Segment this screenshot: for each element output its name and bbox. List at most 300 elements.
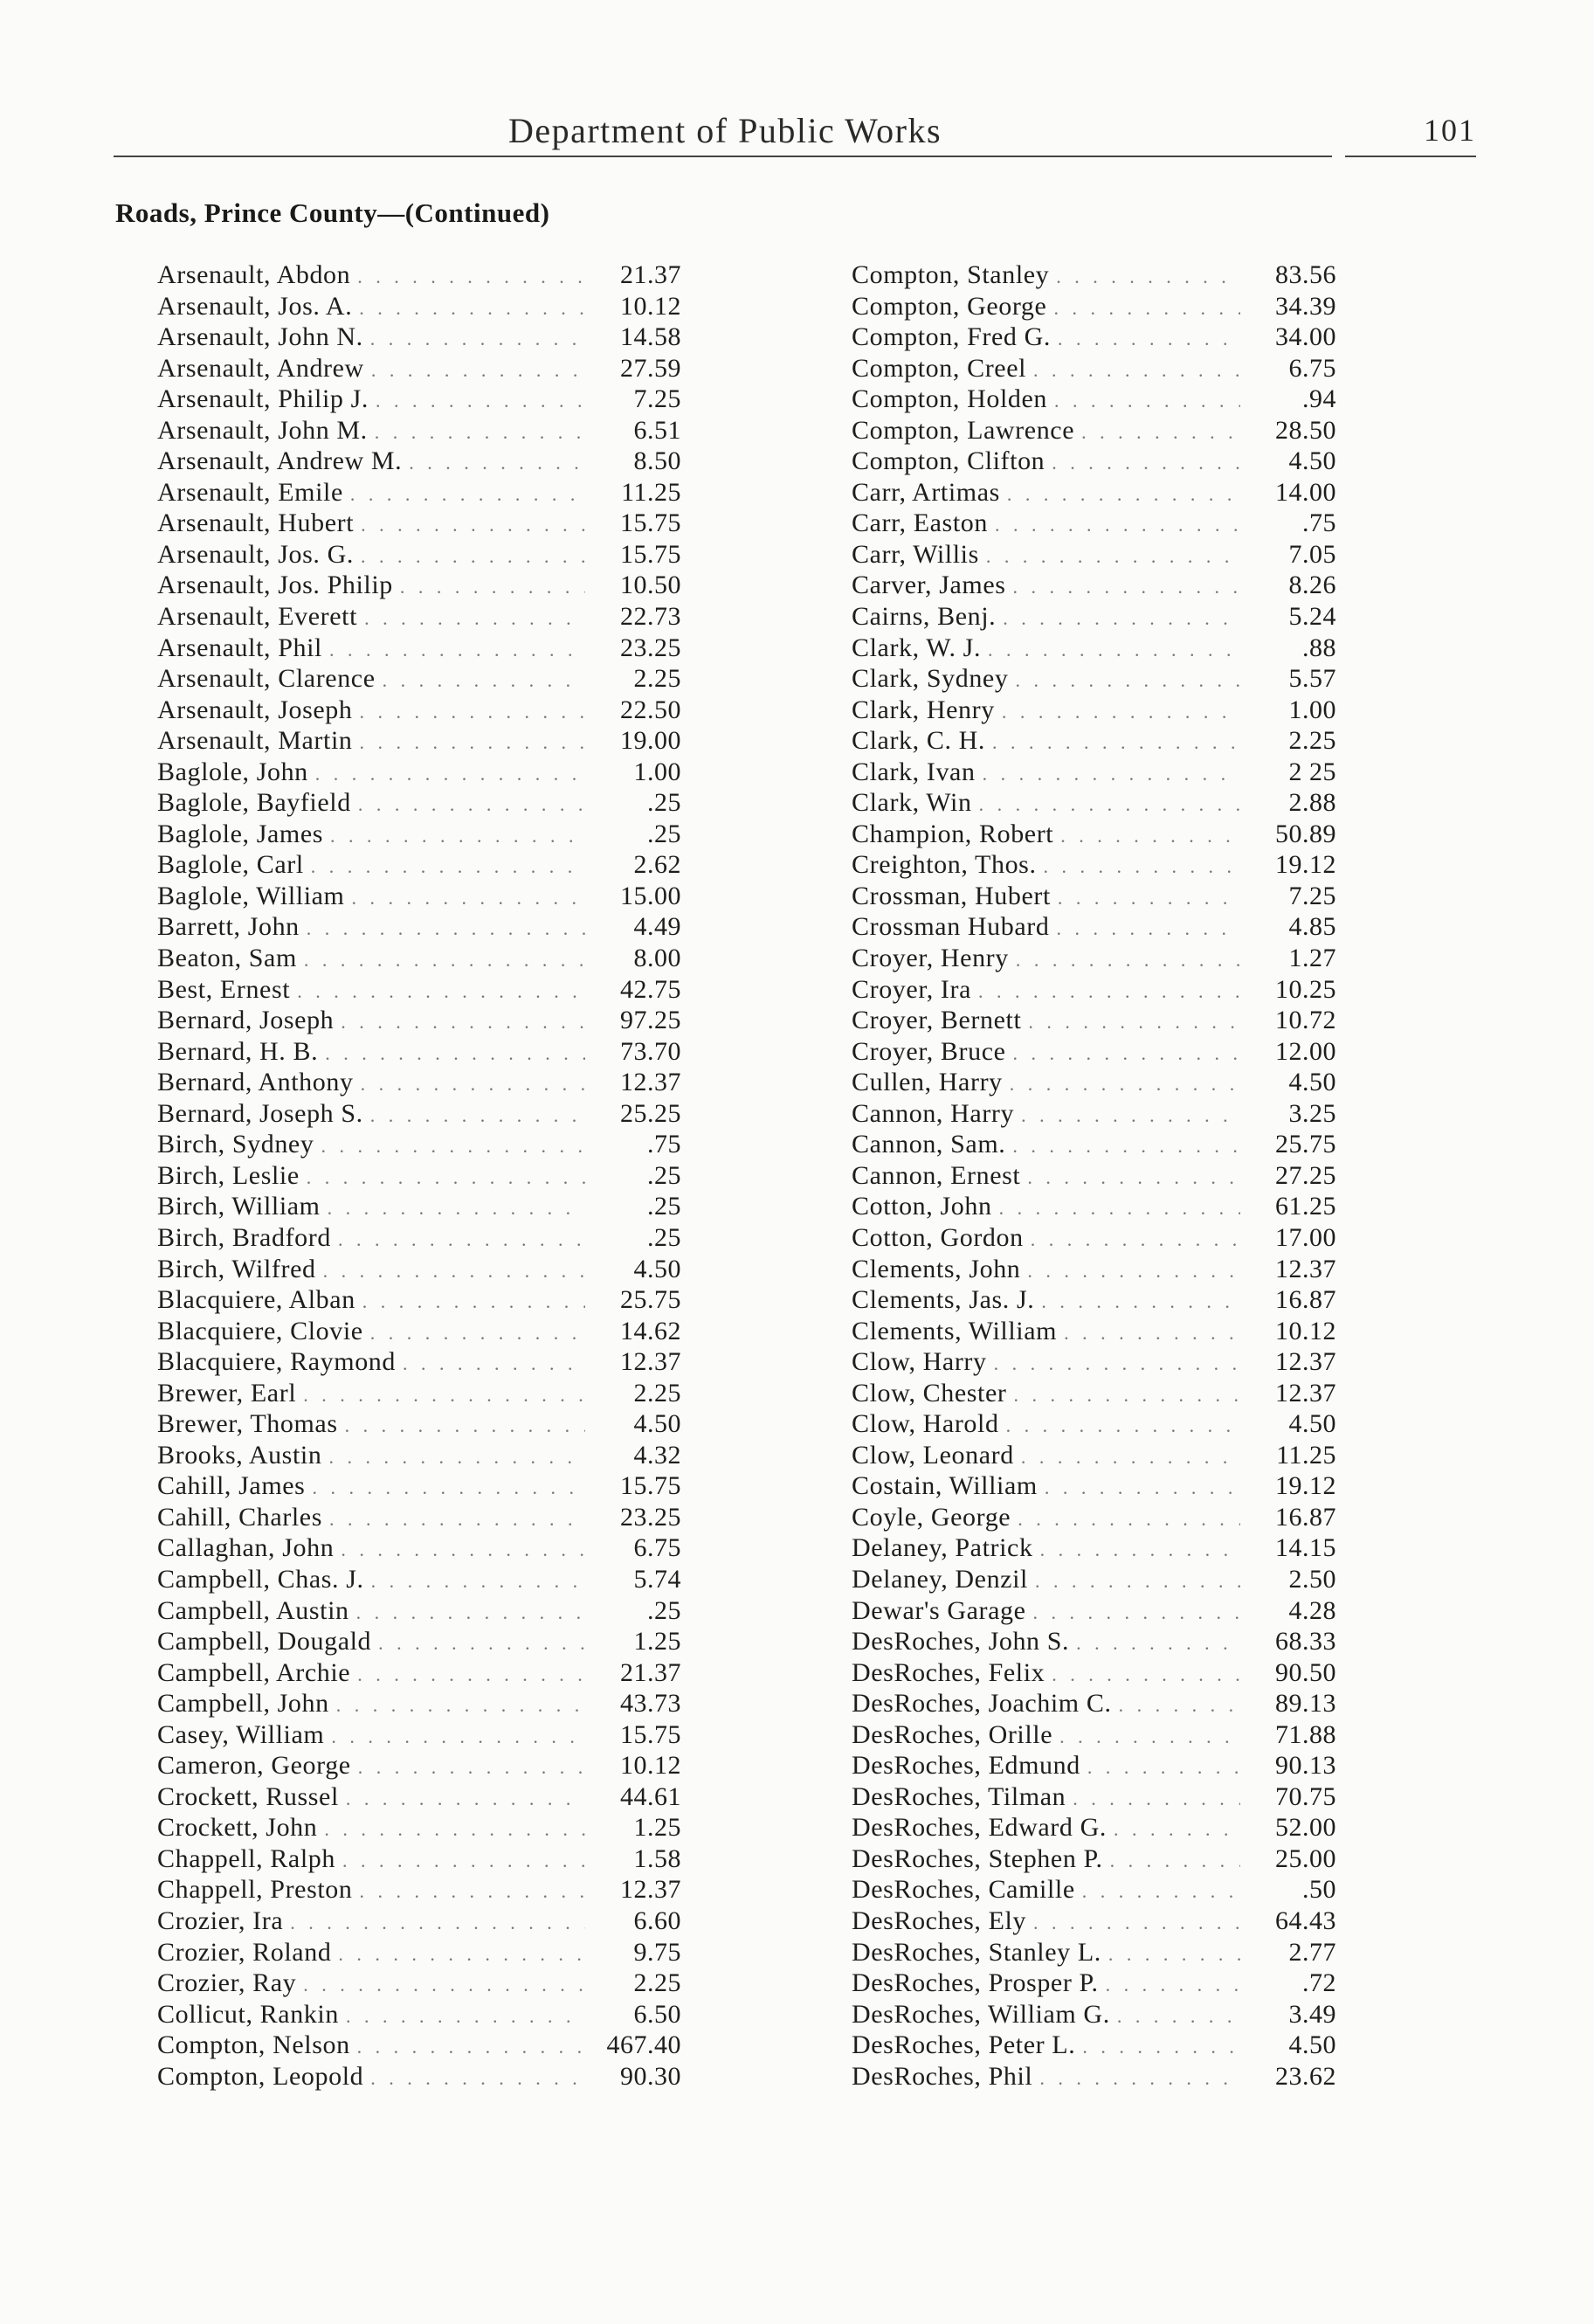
payment-amount: 6.75 xyxy=(1288,353,1336,383)
dot-leader xyxy=(331,1224,585,1255)
list-item xyxy=(852,1129,1336,1160)
list-item xyxy=(157,1067,681,1098)
payee-name: DesRoches, Phil xyxy=(852,2061,1033,2091)
list-item xyxy=(852,1470,1336,1502)
payee-name: Delaney, Patrick xyxy=(852,1533,1033,1563)
list-item xyxy=(852,819,1336,850)
payment-amount: 6.75 xyxy=(633,1533,681,1563)
dot-leader xyxy=(344,882,585,914)
payee-name: Arsenault, Andrew xyxy=(157,353,364,383)
list-item xyxy=(852,881,1336,912)
payment-amount: 14.58 xyxy=(620,322,681,352)
payment-amount: 10.25 xyxy=(1275,974,1336,1004)
list-item xyxy=(157,1098,681,1130)
payee-name: Cannon, Harry xyxy=(852,1098,1015,1128)
payment-amount: 16.87 xyxy=(1275,1285,1336,1315)
payee-name: DesRoches, Joachim C. xyxy=(852,1689,1112,1719)
list-item xyxy=(852,291,1336,322)
list-item xyxy=(852,1502,1336,1533)
payment-amount: 16.87 xyxy=(1275,1502,1336,1532)
dot-leader xyxy=(988,509,1240,541)
dot-leader xyxy=(321,1442,585,1473)
dot-leader xyxy=(329,1690,585,1721)
payment-amount: 10.72 xyxy=(1275,1006,1336,1035)
payment-amount: 12.37 xyxy=(620,1347,681,1377)
list-item xyxy=(852,1999,1336,2030)
dot-leader xyxy=(324,1721,585,1753)
dot-leader xyxy=(339,1783,585,1815)
list-item xyxy=(852,259,1336,291)
dot-leader xyxy=(1074,417,1240,448)
list-item xyxy=(852,322,1336,353)
payment-amount: 27.59 xyxy=(620,353,681,383)
list-item xyxy=(852,725,1336,757)
dot-leader xyxy=(296,1969,585,2001)
payee-name: Blacquiere, Raymond xyxy=(157,1347,396,1377)
list-item xyxy=(157,601,681,633)
list-item xyxy=(157,1968,681,1999)
payment-amount: 2.77 xyxy=(1288,1937,1336,1967)
list-item xyxy=(852,1626,1336,1657)
payee-name: Arsenault, Clarence xyxy=(157,664,376,694)
payment-amount: 34.39 xyxy=(1275,291,1336,321)
list-item xyxy=(852,1750,1336,1781)
section-heading: Roads, Prince County—(Continued) xyxy=(115,197,550,228)
dot-leader xyxy=(1051,882,1240,914)
dot-leader xyxy=(1047,385,1240,417)
payee-name: DesRoches, Stephen P. xyxy=(852,1843,1103,1873)
payment-amount: 43.73 xyxy=(620,1689,681,1719)
dot-leader xyxy=(1026,1597,1240,1629)
payee-name: Compton, Stanley xyxy=(852,260,1050,289)
payment-amount: 8.50 xyxy=(633,446,681,476)
list-item xyxy=(852,1378,1336,1409)
payee-name: Arsenault, Andrew M. xyxy=(157,446,403,476)
dot-leader xyxy=(351,789,585,820)
dot-leader xyxy=(363,2063,585,2094)
payment-amount: 12.37 xyxy=(1275,1378,1336,1408)
list-item xyxy=(852,1843,1336,1875)
dot-leader xyxy=(1020,1162,1240,1193)
payee-name: Baglole, Bayfield xyxy=(157,788,351,818)
payee-name: Cahill, James xyxy=(157,1471,306,1501)
payment-amount: .25 xyxy=(647,1160,681,1190)
dot-leader xyxy=(1034,1286,1240,1318)
payee-name: Birch, Bradford xyxy=(157,1222,331,1252)
payment-amount: 11.25 xyxy=(1276,1440,1336,1470)
list-item xyxy=(157,2061,681,2092)
payee-name: Croyer, Ira xyxy=(852,974,972,1004)
payee-name: Cahill, Charles xyxy=(157,1502,322,1532)
payment-amount: 6.50 xyxy=(633,1999,681,2029)
dot-leader xyxy=(1053,820,1240,852)
payment-amount: 64.43 xyxy=(1275,1906,1336,1935)
list-item xyxy=(157,943,681,974)
payment-amount: 2.88 xyxy=(1288,788,1336,818)
dot-leader xyxy=(349,1597,585,1629)
dot-leader xyxy=(971,976,1240,1007)
payee-name: Costain, William xyxy=(852,1471,1038,1501)
payment-amount: 4.85 xyxy=(1288,912,1336,942)
payment-amount: 28.50 xyxy=(1275,415,1336,445)
payee-name: Best, Ernest xyxy=(157,974,291,1004)
list-item xyxy=(852,1906,1336,1937)
list-item xyxy=(157,757,681,788)
payee-name: Campbell, Chas. J. xyxy=(157,1564,364,1594)
payment-amount: 83.56 xyxy=(1275,260,1336,289)
list-item xyxy=(852,1222,1336,1254)
dot-leader xyxy=(1026,355,1240,386)
payment-amount: 3.25 xyxy=(1288,1098,1336,1128)
payment-amount: 27.25 xyxy=(1275,1160,1336,1190)
dot-leader xyxy=(1045,447,1240,479)
payment-amount: 22.73 xyxy=(620,602,681,632)
dot-leader xyxy=(368,417,585,448)
payment-amount: 15.75 xyxy=(620,539,681,569)
list-item xyxy=(157,819,681,850)
dot-leader xyxy=(402,447,585,479)
dot-leader xyxy=(1024,1224,1240,1255)
payee-name: Crossman, Hubert xyxy=(852,881,1051,910)
payment-amount: 12.00 xyxy=(1275,1036,1336,1066)
payee-name: Compton, George xyxy=(852,291,1047,321)
list-item xyxy=(852,1254,1336,1285)
payee-name: Clow, Chester xyxy=(852,1378,1007,1408)
payee-name: Crockett, John xyxy=(157,1813,318,1843)
dot-leader xyxy=(371,1628,585,1659)
list-item xyxy=(157,1470,681,1502)
dot-leader xyxy=(322,1504,585,1535)
payee-name: Blacquiere, Alban xyxy=(157,1285,355,1315)
dot-leader xyxy=(318,1038,585,1069)
payee-name: DesRoches, Tilman xyxy=(852,1781,1066,1811)
list-item xyxy=(157,1191,681,1222)
list-item xyxy=(157,1657,681,1689)
dot-leader xyxy=(1007,1380,1240,1411)
list-item xyxy=(157,1719,681,1751)
list-item xyxy=(157,1502,681,1533)
dot-leader xyxy=(1049,913,1240,944)
dot-leader xyxy=(334,1006,585,1038)
payment-amount: 50.89 xyxy=(1275,819,1336,848)
list-item xyxy=(157,787,681,819)
dot-leader xyxy=(1038,1472,1240,1504)
dot-leader xyxy=(1112,1690,1240,1721)
list-item xyxy=(157,881,681,912)
dot-leader xyxy=(316,1255,585,1287)
page-number: 101 xyxy=(1424,113,1476,148)
dot-leader xyxy=(369,385,585,417)
payee-name: Clark, Win xyxy=(852,788,972,818)
payee-name: Clark, Henry xyxy=(852,695,995,724)
dot-leader xyxy=(283,1907,585,1939)
payee-name: Campbell, Austin xyxy=(157,1595,349,1625)
dot-leader xyxy=(1009,944,1240,976)
payee-name: Birch, Sydney xyxy=(157,1130,314,1159)
list-item xyxy=(852,1316,1336,1347)
payee-name: Crockett, Russel xyxy=(157,1781,339,1811)
payment-amount: .75 xyxy=(647,1130,681,1159)
payee-name: Clark, Sydney xyxy=(852,664,1009,694)
list-item xyxy=(157,1036,681,1068)
dot-leader xyxy=(987,1348,1240,1380)
payment-amount: 12.37 xyxy=(1275,1254,1336,1283)
list-item xyxy=(157,1284,681,1316)
payment-amount: 9.75 xyxy=(633,1937,681,1967)
list-item xyxy=(852,539,1336,571)
payment-amount: 4.49 xyxy=(633,912,681,942)
payee-name: Barrett, John xyxy=(157,912,300,942)
list-item xyxy=(157,1316,681,1347)
dot-leader xyxy=(1075,1876,1240,1907)
dot-leader xyxy=(355,1286,585,1318)
list-item xyxy=(157,911,681,943)
payee-name: Birch, Wilfred xyxy=(157,1254,316,1283)
payment-amount: 12.37 xyxy=(620,1068,681,1097)
payee-name: Arsenault, Abdon xyxy=(157,260,351,289)
dot-leader xyxy=(300,1162,585,1193)
dot-leader xyxy=(1049,261,1240,293)
dot-leader xyxy=(323,820,585,852)
list-item xyxy=(852,1595,1336,1627)
list-item xyxy=(852,446,1336,477)
payee-name: Arsenault, Jos. G. xyxy=(157,539,354,569)
payment-amount: 1.58 xyxy=(633,1843,681,1873)
payment-amount: 73.70 xyxy=(620,1036,681,1066)
dot-leader xyxy=(999,1410,1240,1442)
payee-name: Arsenault, Joseph xyxy=(157,695,353,724)
payment-amount: 44.61 xyxy=(620,1781,681,1811)
list-item xyxy=(157,1129,681,1160)
dot-leader xyxy=(992,1193,1240,1224)
dot-leader xyxy=(300,913,585,944)
payee-name: Crossman Hubard xyxy=(852,912,1050,942)
payment-amount: 25.75 xyxy=(1275,1130,1336,1159)
payee-name: Arsenault, Philip J. xyxy=(157,384,369,414)
dot-leader xyxy=(322,634,585,666)
payee-name: Cairns, Benj. xyxy=(852,602,997,632)
dot-leader xyxy=(393,571,585,603)
payee-name: Collicut, Rankin xyxy=(157,1999,339,2029)
payment-amount: 4.28 xyxy=(1288,1595,1336,1625)
payee-name: Clements, William xyxy=(852,1316,1058,1345)
payment-amount: .75 xyxy=(1302,508,1336,538)
dot-leader xyxy=(354,509,585,541)
dot-leader xyxy=(343,479,585,510)
dot-leader xyxy=(1037,851,1240,882)
header-rule xyxy=(114,156,1332,157)
dot-leader xyxy=(1032,2063,1240,2094)
list-item xyxy=(157,1532,681,1564)
payee-name: Bernard, Anthony xyxy=(157,1068,354,1097)
dot-leader xyxy=(1026,1907,1240,1939)
list-item xyxy=(157,1440,681,1471)
payee-name: Clark, Ivan xyxy=(852,757,976,786)
page-title: Department of Public Works xyxy=(507,111,942,150)
payment-amount: 1.00 xyxy=(633,757,681,786)
list-item xyxy=(852,1346,1336,1378)
list-item xyxy=(157,1408,681,1440)
payee-name: DesRoches, Edward G. xyxy=(852,1813,1107,1843)
dot-leader xyxy=(1051,323,1240,355)
dot-leader xyxy=(1099,1969,1240,2001)
payment-amount: 70.75 xyxy=(1275,1781,1336,1811)
payment-amount: 4.50 xyxy=(1288,1409,1336,1439)
payment-amount: 7.25 xyxy=(1288,881,1336,910)
dot-leader xyxy=(363,1100,585,1131)
payee-name: Arsenault, Phil xyxy=(157,633,322,662)
list-item xyxy=(852,1968,1336,1999)
list-item xyxy=(852,849,1336,881)
payee-name: Clements, Jas. J. xyxy=(852,1285,1035,1315)
payment-amount: 42.75 xyxy=(620,974,681,1004)
right-column-list xyxy=(852,259,1336,2092)
dot-leader xyxy=(351,1752,585,1783)
payment-amount: 6.51 xyxy=(633,415,681,445)
list-item xyxy=(852,1657,1336,1689)
payee-name: Baglole, Carl xyxy=(157,850,304,880)
dot-leader xyxy=(321,1193,585,1224)
payment-amount: .72 xyxy=(1302,1968,1336,1998)
payment-amount: 25.00 xyxy=(1275,1843,1336,1873)
dot-leader xyxy=(339,2001,585,2032)
dot-leader xyxy=(357,603,585,634)
dot-leader xyxy=(334,1534,585,1566)
payee-name: Arsenault, Hubert xyxy=(157,508,355,538)
dot-leader xyxy=(996,603,1240,634)
payee-name: Arsenault, John N. xyxy=(157,322,363,352)
dot-leader xyxy=(1020,1255,1240,1287)
payment-amount: 10.50 xyxy=(620,571,681,600)
list-item xyxy=(852,757,1336,788)
dot-leader xyxy=(1011,1504,1240,1535)
dot-leader xyxy=(981,634,1240,666)
list-item xyxy=(157,1160,681,1192)
dot-leader xyxy=(352,293,585,324)
payee-name: Chappell, Ralph xyxy=(157,1843,335,1873)
payment-amount: .25 xyxy=(647,1192,681,1221)
payment-amount: .25 xyxy=(647,819,681,848)
list-item xyxy=(852,1036,1336,1068)
payment-amount: 15.75 xyxy=(620,1719,681,1749)
dot-leader xyxy=(396,1348,585,1380)
payment-amount: 90.50 xyxy=(1275,1657,1336,1687)
payment-amount: 17.00 xyxy=(1275,1222,1336,1252)
payee-name: DesRoches, Peter L. xyxy=(852,2030,1076,2060)
payment-amount: 23.25 xyxy=(620,1502,681,1532)
dot-leader xyxy=(350,2031,585,2063)
payee-name: Brewer, Earl xyxy=(157,1378,297,1408)
payment-amount: 2.25 xyxy=(633,1968,681,1998)
payee-name: Crozier, Ira xyxy=(157,1906,284,1935)
payee-name: Carr, Willis xyxy=(852,539,979,569)
dot-leader xyxy=(1021,1006,1240,1038)
payment-amount: 15.00 xyxy=(620,881,681,910)
dot-leader xyxy=(363,323,585,355)
payment-amount: 7.05 xyxy=(1288,539,1336,569)
list-item xyxy=(852,353,1336,384)
payee-name: DesRoches, Camille xyxy=(852,1875,1075,1905)
list-item xyxy=(852,384,1336,415)
payment-amount: 10.12 xyxy=(620,1751,681,1781)
list-item xyxy=(157,633,681,664)
list-item xyxy=(852,943,1336,974)
dot-leader xyxy=(1080,1752,1240,1783)
payee-name: Compton, Leopold xyxy=(157,2061,364,2091)
payee-name: Brooks, Austin xyxy=(157,1440,322,1470)
dot-leader xyxy=(317,1814,585,1845)
payment-amount: 71.88 xyxy=(1275,1719,1336,1749)
dot-leader xyxy=(1110,2001,1240,2032)
payment-amount: .50 xyxy=(1302,1875,1336,1905)
payment-amount: .25 xyxy=(647,1222,681,1252)
payment-amount: 97.25 xyxy=(620,1006,681,1035)
payment-amount: 4.50 xyxy=(1288,1068,1336,1097)
payee-name: Blacquiere, Clovie xyxy=(157,1316,363,1345)
dot-leader xyxy=(1028,1566,1240,1597)
payment-amount: 2.25 xyxy=(1288,726,1336,756)
list-item xyxy=(852,508,1336,539)
list-item xyxy=(852,1440,1336,1471)
list-item xyxy=(157,1843,681,1875)
list-item xyxy=(157,1564,681,1595)
payee-name: Arsenault, Jos. A. xyxy=(157,291,353,321)
dot-leader xyxy=(350,1659,585,1691)
payee-name: Casey, William xyxy=(157,1719,325,1749)
list-item xyxy=(157,446,681,477)
payee-name: Brewer, Thomas xyxy=(157,1409,338,1439)
list-item xyxy=(852,1408,1336,1440)
payee-name: Cullen, Harry xyxy=(852,1068,1003,1097)
payee-name: Bernard, Joseph xyxy=(157,1006,335,1035)
dot-leader xyxy=(354,1069,585,1100)
list-item xyxy=(852,1098,1336,1130)
list-item xyxy=(852,695,1336,726)
list-item xyxy=(157,849,681,881)
payee-name: Callaghan, John xyxy=(157,1533,335,1563)
dot-leader xyxy=(985,727,1240,758)
payee-name: Beaton, Sam xyxy=(157,944,297,973)
list-item xyxy=(852,1688,1336,1719)
payee-name: Carver, James xyxy=(852,571,1006,600)
payment-amount: 4.50 xyxy=(633,1409,681,1439)
payment-amount: 25.25 xyxy=(620,1098,681,1128)
payee-name: Arsenault, Jos. Philip xyxy=(157,571,393,600)
dot-leader xyxy=(304,851,585,882)
dot-leader xyxy=(1006,571,1240,603)
list-item xyxy=(852,477,1336,508)
list-item xyxy=(852,1719,1336,1751)
payee-name: DesRoches, Felix xyxy=(852,1657,1045,1687)
payee-name: Campbell, Archie xyxy=(157,1657,351,1687)
payment-amount: 10.12 xyxy=(1275,1316,1336,1345)
dot-leader xyxy=(353,1876,585,1907)
payment-amount: 2.62 xyxy=(633,850,681,880)
list-item xyxy=(157,1005,681,1036)
payee-name: Cannon, Ernest xyxy=(852,1160,1021,1190)
payment-amount: 1.25 xyxy=(633,1813,681,1843)
payee-name: Compton, Fred G. xyxy=(852,322,1051,352)
payment-amount: .25 xyxy=(647,788,681,818)
payee-name: Coyle, George xyxy=(852,1502,1011,1532)
list-item xyxy=(852,1532,1336,1564)
payee-name: Croyer, Bruce xyxy=(852,1036,1006,1066)
dot-leader xyxy=(353,696,586,728)
dot-leader xyxy=(1014,1100,1240,1131)
list-item xyxy=(157,2030,681,2061)
payment-amount: 4.50 xyxy=(1288,446,1336,476)
payee-name: Croyer, Henry xyxy=(852,944,1009,973)
